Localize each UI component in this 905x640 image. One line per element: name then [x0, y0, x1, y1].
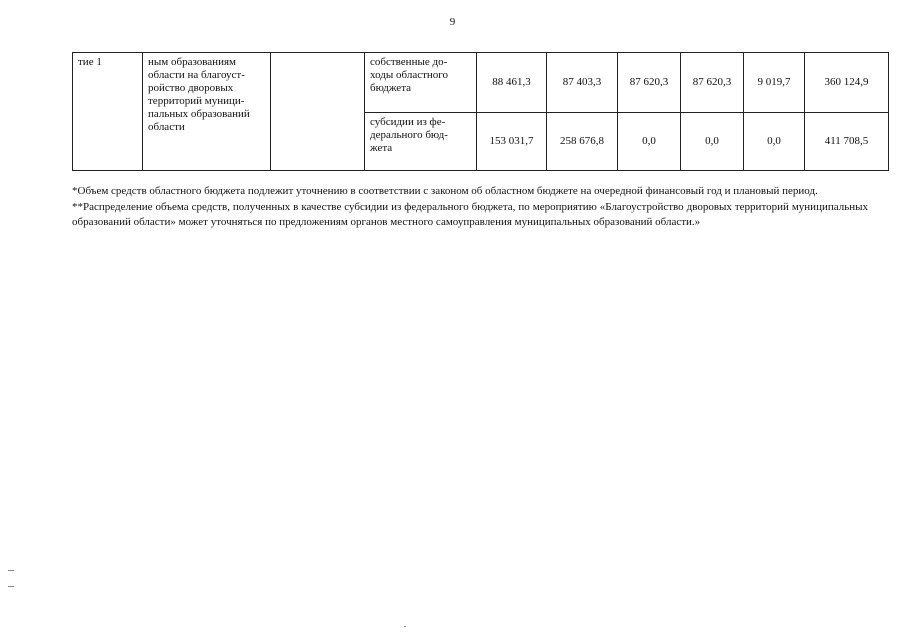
- table-row: [73, 53, 889, 113]
- funding-source-cell: [365, 53, 477, 113]
- scan-artifact: [404, 626, 406, 627]
- value-cell: 0,0: [618, 113, 681, 171]
- margin-mark: [8, 570, 14, 571]
- item-description-cell: [143, 53, 271, 171]
- budget-table: [72, 52, 889, 171]
- funding-source-text: субсидии из фе- дерального бюд- жета: [370, 116, 448, 154]
- value-cell: 0,0: [744, 113, 805, 171]
- total-cell: 360 124,9: [805, 53, 889, 113]
- value-cell: 9 019,7: [744, 53, 805, 113]
- total-cell: 411 708,5: [805, 113, 889, 171]
- page-number: 9: [449, 16, 456, 28]
- value-cell: 87 620,3: [618, 53, 681, 113]
- value-cell: 0,0: [681, 113, 744, 171]
- item-description-text: ным образованиям области на благоуст- ройство дворовых территорий муници- пальных образований области: [148, 56, 250, 133]
- value-cell: 88 461,3: [477, 53, 547, 113]
- margin-mark: [8, 586, 14, 587]
- funding-source-text: собственные до- ходы областного бюджета: [370, 56, 449, 94]
- item-number-cell: [73, 53, 143, 171]
- funding-source-cell: [365, 113, 477, 171]
- footnote-federal-subsidy: **Распределение объема средств, полученных в качестве субсидии из федерального бюджета, по мероприятию «Благоустройство дворовых территорий муниципальных образований области» может уточняться по предложениям органов местного самоуправления муниципальных образований области.»: [72, 200, 868, 228]
- executor-cell: [271, 53, 365, 171]
- footnotes: [72, 184, 868, 231]
- item-number-text: тие 1: [78, 56, 102, 68]
- value-cell: 87 620,3: [681, 53, 744, 113]
- footnote-regional-budget: *Объем средств областного бюджета подлежит уточнению в соответствии с законом об областном бюджете на очередной финансовый год и плановый период.: [72, 185, 818, 197]
- value-cell: 153 031,7: [477, 113, 547, 171]
- value-cell: 258 676,8: [547, 113, 618, 171]
- value-cell: 87 403,3: [547, 53, 618, 113]
